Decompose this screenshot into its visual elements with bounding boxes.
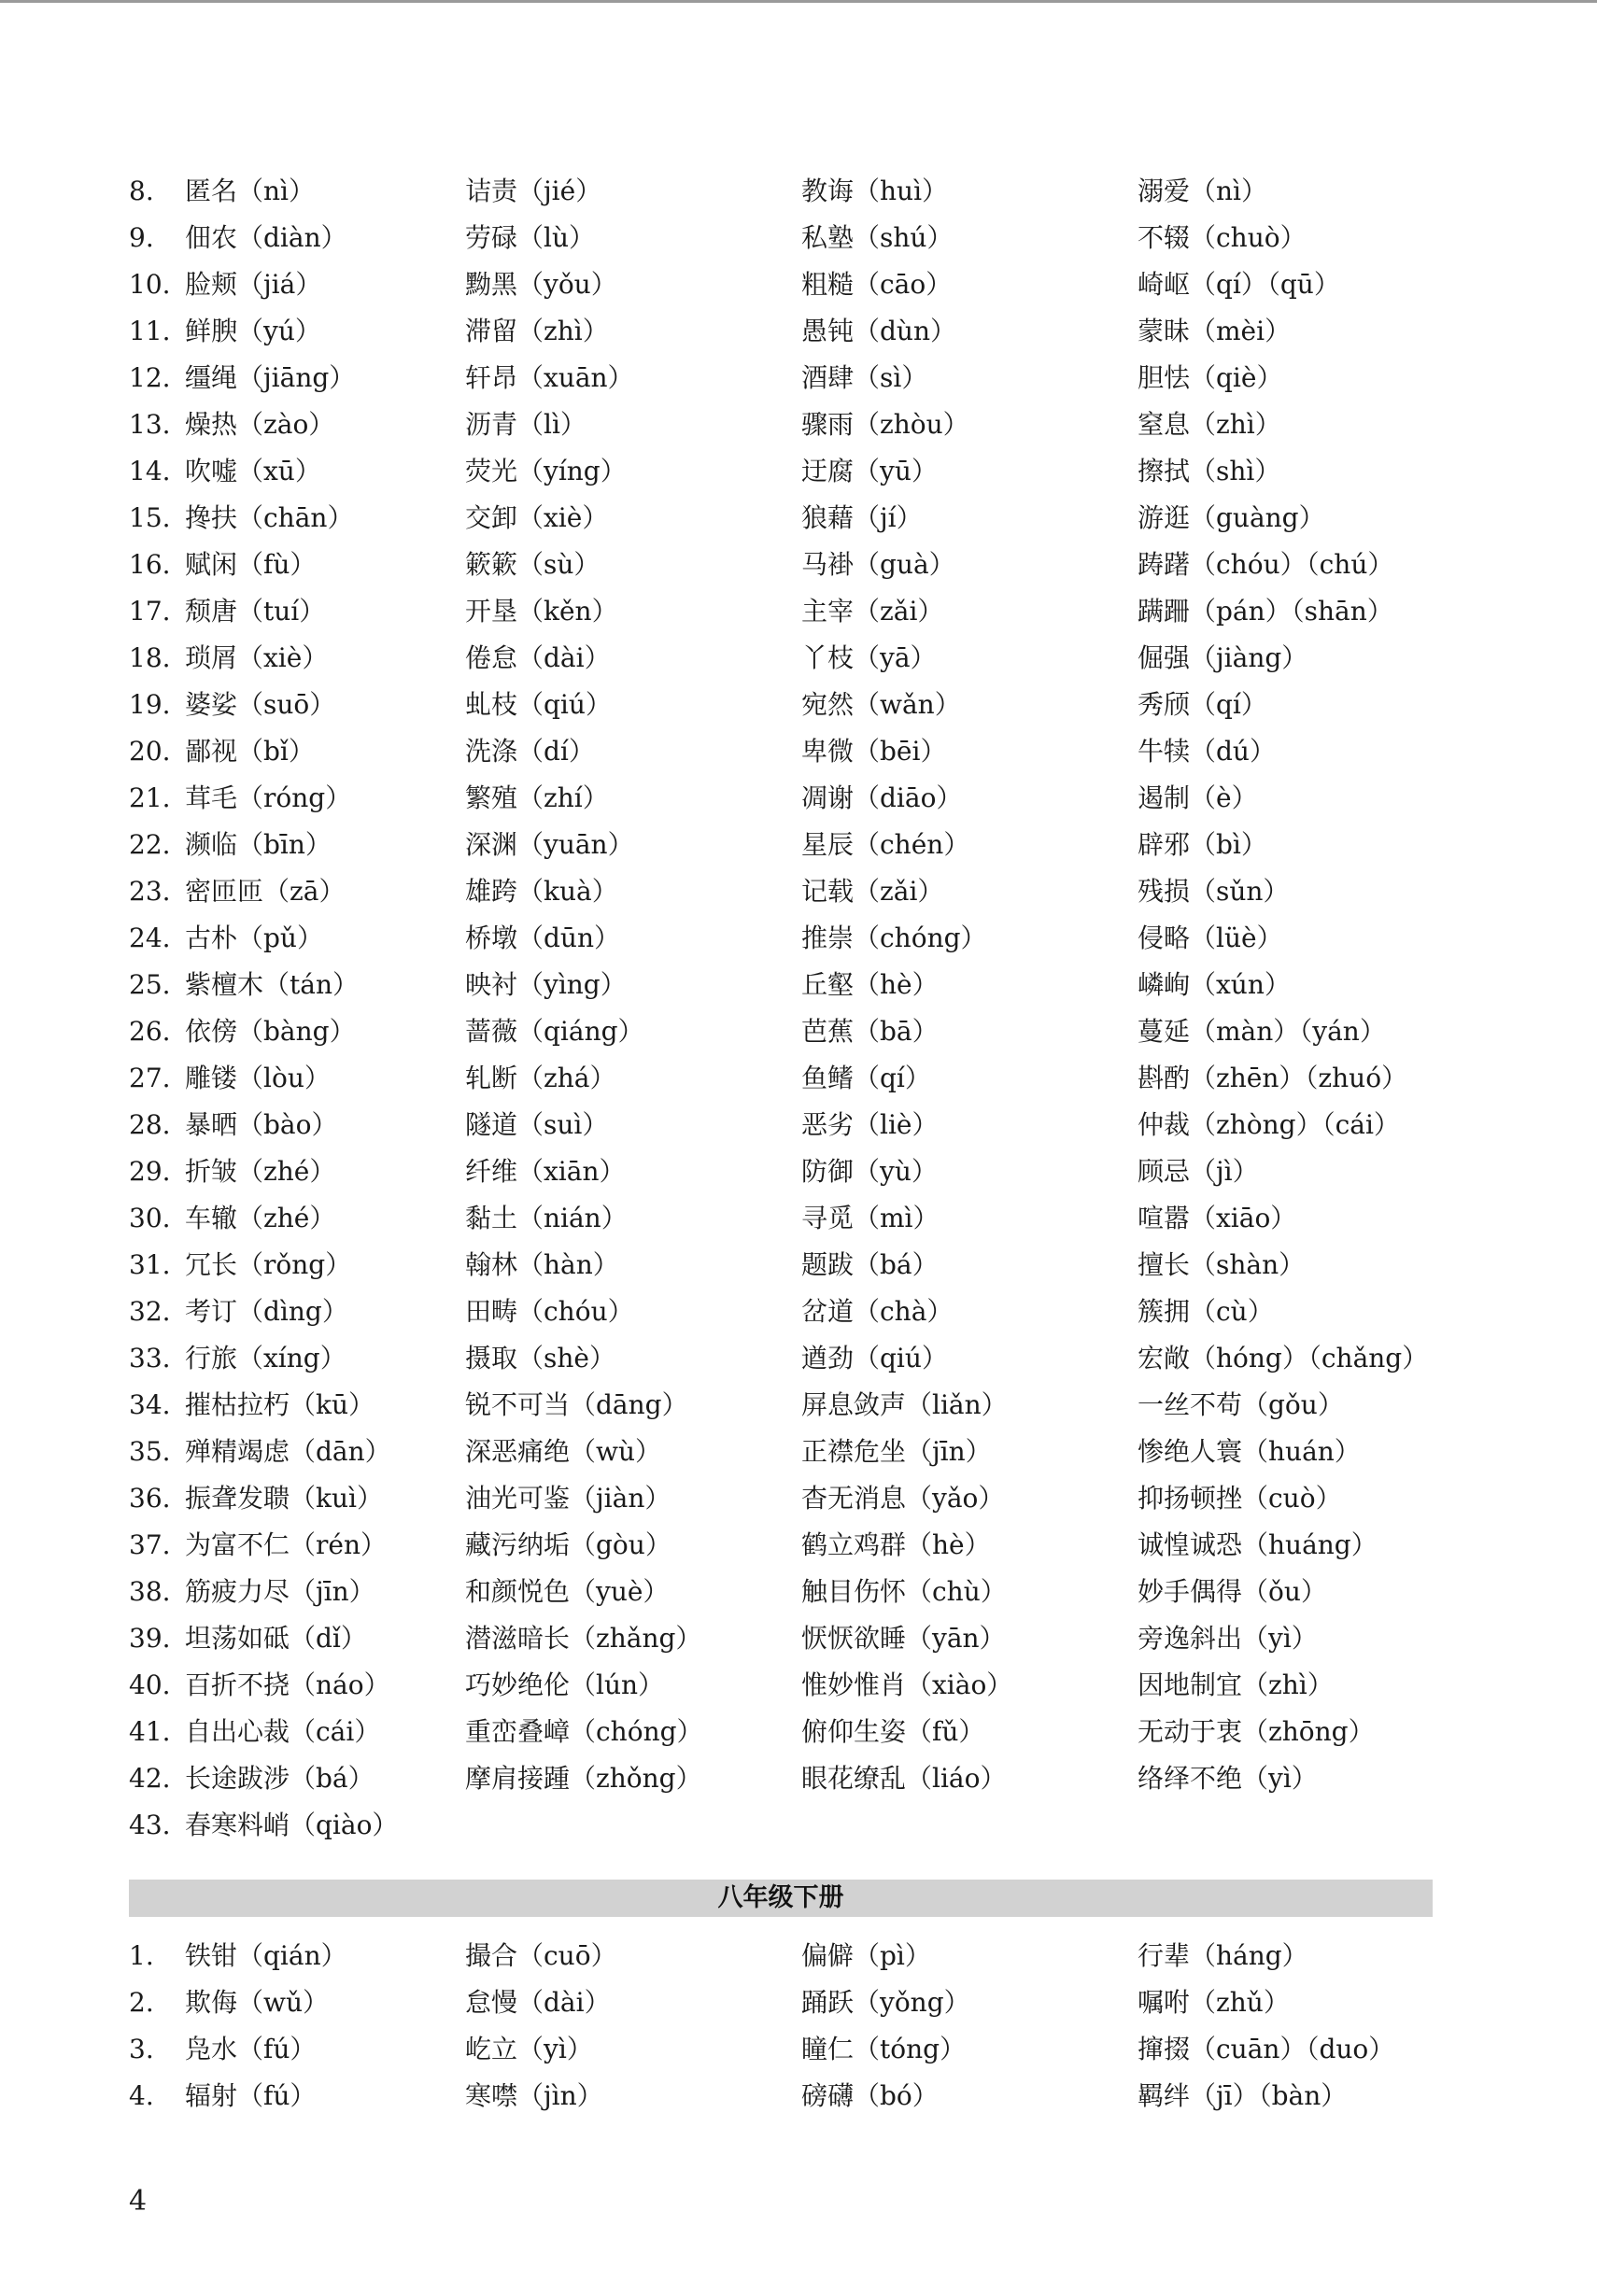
vocab-row [0, 588, 1597, 635]
vocab-entry: 马褂（guà） [801, 549, 955, 580]
vocab-row [0, 1008, 1597, 1055]
vocab-entry: 轩昂（xuān） [465, 362, 634, 393]
vocab-entry: 翰林（hàn） [465, 1249, 619, 1280]
vocab-entry: 蔷薇（qiáng） [465, 1016, 644, 1047]
item-number: 37. [129, 1529, 171, 1560]
vocab-entry: 瞳仁（tóng） [801, 2034, 967, 2064]
vocab-row [0, 1662, 1597, 1709]
item-number: 9. [129, 222, 154, 253]
vocab-row [0, 1195, 1597, 1242]
vocab-row [0, 1569, 1597, 1615]
item-number: 35. [129, 1436, 171, 1467]
item-number: 34. [129, 1389, 171, 1420]
vocab-entry: 防御（yù） [801, 1156, 938, 1187]
vocab-row [0, 1242, 1597, 1289]
vocab-entry: 无动于衷（zhōng） [1138, 1716, 1375, 1747]
vocab-entry: 簌簌（sù） [465, 549, 601, 580]
vocab-row [0, 308, 1597, 355]
item-number: 13. [129, 409, 171, 440]
vocab-entry: 濒临（bīn） [185, 829, 332, 860]
vocab-entry: 恶劣（liè） [801, 1109, 939, 1140]
vocab-entry: 寒噤（jìn） [465, 2080, 603, 2111]
vocab-entry: 岔道（chà） [801, 1296, 954, 1327]
vocab-entry: 蔓延（màn）（yán） [1138, 1016, 1386, 1047]
item-number: 32. [129, 1296, 171, 1327]
vocab-entry: 惟妙惟肖（xiào） [801, 1669, 1013, 1700]
item-number: 11. [129, 316, 171, 346]
item-number: 41. [129, 1716, 171, 1747]
item-number: 10. [129, 269, 171, 300]
vocab-row [0, 261, 1597, 308]
item-number: 26. [129, 1016, 171, 1047]
item-number: 18. [129, 642, 171, 673]
vocab-entry: 搀扶（chān） [185, 502, 354, 533]
vocab-entry: 重峦叠嶂（chóng） [465, 1716, 703, 1747]
vocab-entry: 暴晒（bào） [185, 1109, 338, 1140]
vocab-entry: 筋疲力尽（jīn） [185, 1576, 375, 1607]
vocab-entry: 抑扬顿挫（cuò） [1138, 1483, 1342, 1514]
vocab-entry: 触目伤怀（chù） [801, 1576, 1007, 1607]
vocab-row [0, 1148, 1597, 1195]
vocab-entry: 琐屑（xiè） [185, 642, 329, 673]
vocab-entry: 遒劲（qiú） [801, 1343, 948, 1373]
vocab-entry: 劳碌（lù） [465, 222, 595, 253]
vocab-row [0, 355, 1597, 401]
vocab-entry: 酒肆（sì） [801, 362, 928, 393]
item-number: 19. [129, 689, 171, 720]
vocab-entry: 开垦（kěn） [465, 596, 618, 627]
vocab-entry: 鹤立鸡群（hè） [801, 1529, 991, 1560]
vocab-entry: 荧光（yíng） [465, 456, 627, 486]
vocab-entry: 匿名（nì） [185, 176, 315, 206]
vocab-entry: 窒息（zhì） [1138, 409, 1281, 440]
vocab-entry: 迂腐（yū） [801, 456, 938, 486]
vocab-entry: 婆娑（suō） [185, 689, 336, 720]
vocab-entry: 妙手偶得（ǒu） [1138, 1576, 1327, 1607]
vocab-row [0, 1289, 1597, 1335]
vocab-entry: 惨绝人寰（huán） [1138, 1436, 1361, 1467]
vocab-entry: 倦怠（dài） [465, 642, 611, 673]
vocab-row [0, 1979, 1597, 2026]
page-top-border [0, 0, 1597, 3]
vocab-row [0, 168, 1597, 215]
vocab-row [0, 1615, 1597, 1662]
vocab-row [0, 962, 1597, 1008]
vocab-entry: 主宰（zǎi） [801, 596, 944, 627]
vocab-entry: 斟酌（zhēn）（zhuó） [1138, 1063, 1408, 1093]
vocab-row [0, 1102, 1597, 1148]
vocab-entry: 吹嘘（xū） [185, 456, 321, 486]
vocab-row [0, 215, 1597, 261]
vocab-entry: 长途跋涉（bá） [185, 1763, 375, 1794]
item-number: 22. [129, 829, 171, 860]
vocab-entry: 俯仰生姿（fǔ） [801, 1716, 985, 1747]
vocab-entry: 凫水（fú） [185, 2034, 317, 2064]
vocab-entry: 古朴（pǔ） [185, 923, 323, 953]
vocab-entry: 油光可鉴（jiàn） [465, 1483, 671, 1514]
item-number: 21. [129, 782, 171, 813]
vocab-entry: 坦荡如砥（dǐ） [185, 1623, 367, 1654]
vocab-entry: 隧道（suì） [465, 1109, 609, 1140]
vocab-entry: 仲裁（zhòng）（cái） [1138, 1109, 1400, 1140]
vocab-entry: 杳无消息（yǎo） [801, 1483, 1005, 1514]
vocab-row [0, 868, 1597, 915]
vocab-entry: 脸颊（jiá） [185, 269, 322, 300]
vocab-entry: 粗糙（cāo） [801, 269, 953, 300]
vocab-entry: 鲜腴（yú） [185, 316, 321, 346]
vocab-entry: 繁殖（zhí） [465, 782, 609, 813]
vocab-entry: 鄙视（bǐ） [185, 736, 315, 767]
vocab-entry: 滞留（zhì） [465, 316, 609, 346]
item-number: 1. [129, 1940, 154, 1971]
vocab-entry: 嶙峋（xún） [1138, 969, 1291, 1000]
vocab-entry: 擦拭（shì） [1138, 456, 1281, 486]
vocab-entry: 磅礴（bó） [801, 2080, 939, 2111]
vocab-entry: 百折不挠（náo） [185, 1669, 390, 1700]
vocab-entry: 和颜悦色（yuè） [465, 1576, 670, 1607]
item-number: 24. [129, 923, 171, 953]
vocab-entry: 蹒跚（pán）（shān） [1138, 596, 1393, 627]
vocab-entry: 振聋发聩（kuì） [185, 1483, 383, 1514]
vocab-entry: 深渊（yuān） [465, 829, 634, 860]
vocab-entry: 黝黑（yǒu） [465, 269, 617, 300]
vocab-entry: 骤雨（zhòu） [801, 409, 969, 440]
vocab-entry: 丫枝（yā） [801, 642, 937, 673]
vocab-entry: 虬枝（qiú） [465, 689, 612, 720]
item-number: 4. [129, 2080, 154, 2111]
vocab-entry: 喧嚣（xiāo） [1138, 1203, 1297, 1233]
vocab-entry: 簇拥（cù） [1138, 1296, 1274, 1327]
vocab-entry: 藏污纳垢（gòu） [465, 1529, 671, 1560]
vocab-entry: 行辈（háng） [1138, 1940, 1308, 1971]
vocab-entry: 佃农（diàn） [185, 222, 347, 253]
vocab-entry: 诘责（jié） [465, 176, 602, 206]
vocab-entry: 嘱咐（zhǔ） [1138, 1987, 1290, 2018]
vocab-entry: 冗长（rǒng） [185, 1249, 352, 1280]
vocab-entry: 田畴（chóu） [465, 1296, 634, 1327]
vocab-entry: 黏土（nián） [465, 1203, 628, 1233]
vocab-entry: 残损（sǔn） [1138, 876, 1290, 907]
item-number: 16. [129, 549, 171, 580]
vocab-entry: 倔强（jiàng） [1138, 642, 1308, 673]
vocab-row [0, 915, 1597, 962]
vocab-entry: 依傍（bàng） [185, 1016, 356, 1047]
vocab-entry: 交卸（xiè） [465, 502, 609, 533]
vocab-row [0, 1933, 1597, 1979]
vocab-entry: 不辍（chuò） [1138, 222, 1307, 253]
item-number: 17. [129, 596, 171, 627]
vocab-row [0, 682, 1597, 728]
vocab-entry: 牛犊（dú） [1138, 736, 1276, 767]
vocab-entry: 行旅（xíng） [185, 1343, 346, 1373]
vocab-entry: 屹立（yì） [465, 2034, 593, 2064]
vocab-entry: 溺爱（nì） [1138, 176, 1267, 206]
item-number: 25. [129, 969, 171, 1000]
vocab-entry: 为富不仁（rén） [185, 1529, 387, 1560]
vocab-row [0, 1755, 1597, 1802]
vocab-entry: 赋闲（fù） [185, 549, 317, 580]
vocab-entry: 摧枯拉朽（kū） [185, 1389, 375, 1420]
vocab-row [0, 2073, 1597, 2120]
vocab-row [0, 542, 1597, 588]
item-number: 36. [129, 1483, 171, 1514]
vocab-entry: 铁钳（qián） [185, 1940, 347, 1971]
vocab-entry: 紫檀木（tán） [185, 969, 359, 1000]
vocab-entry: 巧妙绝伦（lún） [465, 1669, 665, 1700]
vocab-entry: 丘壑（hè） [801, 969, 939, 1000]
vocab-row [0, 1522, 1597, 1569]
vocab-entry: 络绎不绝（yì） [1138, 1763, 1318, 1794]
vocab-entry: 屏息敛声（liǎn） [801, 1389, 1008, 1420]
vocab-row [0, 1055, 1597, 1102]
item-number: 40. [129, 1669, 171, 1700]
vocab-entry: 卑微（bēi） [801, 736, 947, 767]
vocab-entry: 愚钝（dùn） [801, 316, 956, 346]
vocab-entry: 遏制（è） [1138, 782, 1258, 813]
vocab-row [0, 635, 1597, 682]
vocab-row [0, 1802, 1597, 1849]
item-number: 20. [129, 736, 171, 767]
vocab-entry: 宏敞（hóng）（chǎng） [1138, 1343, 1429, 1373]
item-number: 15. [129, 502, 171, 533]
section-banner-title: 八年级下册 [717, 1883, 844, 1912]
vocab-entry: 踊跃（yǒng） [801, 1987, 970, 2018]
vocab-entry: 题跋（bá） [801, 1249, 939, 1280]
item-number: 33. [129, 1343, 171, 1373]
vocab-entry: 蒙昧（mèi） [1138, 316, 1292, 346]
item-number: 38. [129, 1576, 171, 1607]
vocab-entry: 摄取（shè） [465, 1343, 615, 1373]
item-number: 2. [129, 1987, 154, 2018]
vocab-row [0, 401, 1597, 448]
vocab-entry: 自出心裁（cái） [185, 1716, 381, 1747]
vocab-entry: 锐不可当（dāng） [465, 1389, 688, 1420]
vocab-entry: 辐射（fú） [185, 2080, 317, 2111]
vocab-entry: 星辰（chén） [801, 829, 970, 860]
item-number: 30. [129, 1203, 171, 1233]
vocab-entry: 茸毛（róng） [185, 782, 352, 813]
vocab-row [0, 448, 1597, 495]
vocab-entry: 正襟危坐（jīn） [801, 1436, 992, 1467]
vocab-entry: 潜滋暗长（zhǎng） [465, 1623, 702, 1654]
vocab-entry: 狼藉（jí） [801, 502, 923, 533]
vocab-row [0, 728, 1597, 775]
vocab-entry: 车辙（zhé） [185, 1203, 336, 1233]
vocab-entry: 偏僻（pì） [801, 1940, 931, 1971]
vocab-entry: 顾忌（jì） [1138, 1156, 1259, 1187]
vocab-entry: 宛然（wǎn） [801, 689, 961, 720]
vocab-entry: 眼花缭乱（liáo） [801, 1763, 1007, 1794]
section-banner [129, 1880, 1433, 1917]
vocab-entry: 踌躇（chóu）（chú） [1138, 549, 1394, 580]
vocab-row [0, 775, 1597, 822]
item-number: 42. [129, 1763, 171, 1794]
vocab-entry: 春寒料峭（qiào） [185, 1810, 399, 1840]
vocab-entry: 鱼鳍（qí） [801, 1063, 931, 1093]
vocab-entry: 摩肩接踵（zhǒng） [465, 1763, 702, 1794]
vocab-entry: 诚惶诚恐（huáng） [1138, 1529, 1378, 1560]
vocab-entry: 殚精竭虑（dān） [185, 1436, 391, 1467]
vocab-entry: 洗涤（dí） [465, 736, 595, 767]
vocab-entry: 桥墩（dūn） [465, 923, 620, 953]
vocab-entry: 怠慢（dài） [465, 1987, 611, 2018]
vocab-entry: 缰绳（jiāng） [185, 362, 356, 393]
vocab-entry: 撺掇（cuān）（duo） [1138, 2034, 1395, 2064]
vocab-row [0, 822, 1597, 868]
item-number: 29. [129, 1156, 171, 1187]
vocab-entry: 秀颀（qí） [1138, 689, 1267, 720]
vocab-entry: 寻觅（mì） [801, 1203, 940, 1233]
vocab-entry: 深恶痛绝（wù） [465, 1436, 662, 1467]
vocab-row [0, 1475, 1597, 1522]
vocab-entry: 考订（dìng） [185, 1296, 348, 1327]
vocab-row [0, 1335, 1597, 1382]
vocab-entry: 游逛（guàng） [1138, 502, 1325, 533]
vocab-entry: 折皱（zhé） [185, 1156, 336, 1187]
vocab-entry: 辟邪（bì） [1138, 829, 1267, 860]
item-number: 23. [129, 876, 171, 907]
item-number: 3. [129, 2034, 154, 2064]
vocab-entry: 崎岖（qí）（qū） [1138, 269, 1340, 300]
vocab-entry: 芭蕉（bā） [801, 1016, 939, 1047]
vocab-row [0, 2026, 1597, 2073]
vocab-entry: 纤维（xiān） [465, 1156, 626, 1187]
item-number: 39. [129, 1623, 171, 1654]
vocab-entry: 燥热（zào） [185, 409, 335, 440]
vocab-entry: 教诲（huì） [801, 176, 949, 206]
vocab-entry: 轧断（zhá） [465, 1063, 616, 1093]
vocab-entry: 记载（zǎi） [801, 876, 944, 907]
vocab-entry: 旁逸斜出（yì） [1138, 1623, 1318, 1654]
vocab-row [0, 1709, 1597, 1755]
vocab-row [0, 1429, 1597, 1475]
vocab-entry: 凋谢（diāo） [801, 782, 963, 813]
item-number: 43. [129, 1810, 171, 1840]
vocab-entry: 欺侮（wǔ） [185, 1987, 330, 2018]
vocab-entry: 密匝匝（zā） [185, 876, 346, 907]
item-number: 12. [129, 362, 171, 393]
vocab-entry: 擅长（shàn） [1138, 1249, 1306, 1280]
vocab-entry: 沥青（lì） [465, 409, 587, 440]
item-number: 31. [129, 1249, 171, 1280]
vocab-entry: 颓唐（tuí） [185, 596, 326, 627]
page-number: 4 [129, 2185, 148, 2218]
vocab-row [0, 495, 1597, 542]
item-number: 28. [129, 1109, 171, 1140]
vocab-entry: 雄跨（kuà） [465, 876, 618, 907]
vocab-entry: 胆怯（qiè） [1138, 362, 1283, 393]
vocab-entry: 一丝不苟（gǒu） [1138, 1389, 1344, 1420]
vocab-entry: 私塾（shú） [801, 222, 954, 253]
vocab-entry: 羁绊（jī）（bàn） [1138, 2080, 1348, 2111]
vocab-entry: 推崇（chóng） [801, 923, 987, 953]
vocab-entry: 撮合（cuō） [465, 1940, 617, 1971]
item-number: 14. [129, 456, 171, 486]
vocab-entry: 雕镂（lòu） [185, 1063, 331, 1093]
vocab-entry: 映衬（yìng） [465, 969, 627, 1000]
item-number: 27. [129, 1063, 171, 1093]
vocab-entry: 因地制宜（zhì） [1138, 1669, 1334, 1700]
vocab-entry: 侵略（lüè） [1138, 923, 1283, 953]
vocab-row [0, 1382, 1597, 1429]
item-number: 8. [129, 176, 154, 206]
vocab-entry: 恹恹欲睡（yān） [801, 1623, 1006, 1654]
